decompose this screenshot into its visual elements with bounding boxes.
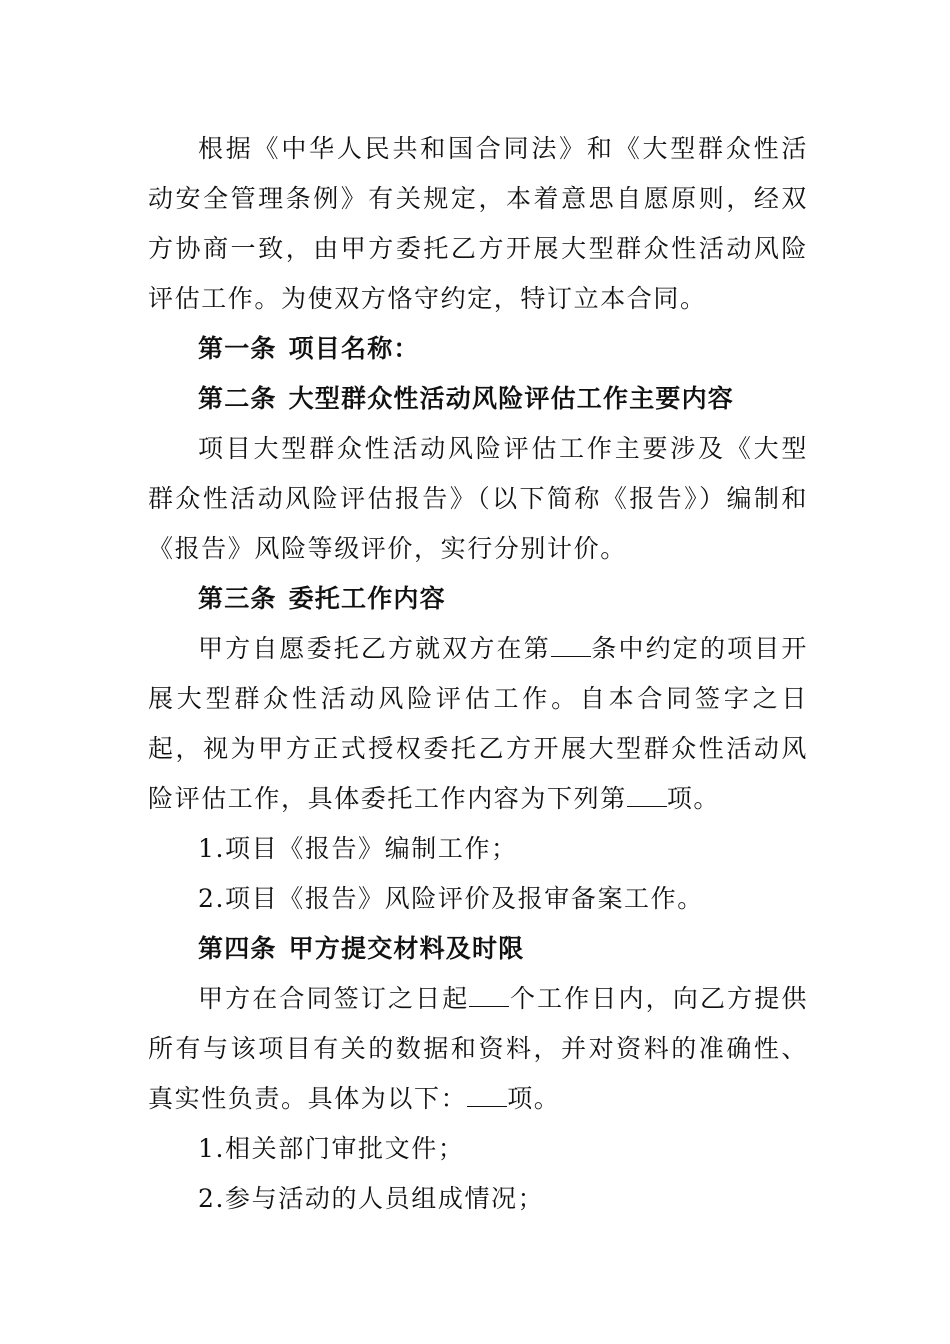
preamble-paragraph: 根据《中华人民共和国合同法》和《大型群众性活动安全管理条例》有关规定，本着意思自愿原则，经双方协商一致，由甲方委托乙方开展大型群众性活动风险评估工作。为使双方恪守约定，特订立本合同。 (148, 134, 808, 313)
article-4-body-part-c: 项。 (507, 1084, 561, 1113)
article-3-body-part-c: 项。 (666, 784, 721, 813)
article-4-blank-days[interactable] (469, 986, 509, 1007)
article-3-body (148, 624, 808, 824)
article-3-title: 委托工作内容 (288, 584, 446, 613)
article-4-body-part-a: 甲方在合同签订之日起 (198, 984, 470, 1013)
article-4-body-part-b: 个工作日内，向乙方提供所有与该项目有关的数据和资料，并对资料的准确性、真实性负责。具体为以下： (148, 984, 808, 1113)
article-3-body-part-b: 条中约定的项目开展大型群众性活动风险评估工作。自本合同签字之日起，视为甲方正式授权委托乙方开展大型群众性活动风险评估工作，具体委托工作内容为下列第 (148, 634, 808, 813)
article-2-heading (148, 374, 808, 424)
article-4-heading (148, 924, 808, 974)
article-1-heading (148, 324, 808, 374)
article-3-item-1: 1.项目《报告》编制工作； (198, 834, 518, 863)
article-4-title: 甲方提交材料及时限 (288, 934, 525, 963)
article-3-blank-article-number[interactable] (551, 636, 591, 657)
article-1-title: 项目名称： (288, 334, 420, 363)
article-4-item-2: 2.参与活动的人员组成情况； (198, 1184, 545, 1213)
article-3-heading (148, 574, 808, 624)
article-4-item-1: 1.相关部门审批文件； (198, 1134, 465, 1163)
article-4-blank-item-count[interactable] (467, 1086, 507, 1107)
article-1-number: 第一条 (198, 334, 277, 363)
contract-body (148, 124, 808, 1224)
article-2-title: 大型群众性活动风险评估工作主要内容 (288, 384, 735, 413)
article-3-number: 第三条 (198, 584, 277, 613)
article-3-body-part-a: 甲方自愿委托乙方就双方在第 (198, 634, 551, 663)
article-3-item-2: 2.项目《报告》风险评价及报审备案工作。 (198, 884, 704, 913)
article-4-body (148, 974, 808, 1124)
article-3-blank-item-number[interactable] (627, 786, 667, 807)
article-2-number: 第二条 (198, 384, 277, 413)
article-4-number: 第四条 (198, 934, 277, 963)
article-2-body: 项目大型群众性活动风险评估工作主要涉及《大型群众性活动风险评估报告》（以下简称《报告》）编制和《报告》风险等级评价，实行分别计价。 (148, 434, 808, 563)
